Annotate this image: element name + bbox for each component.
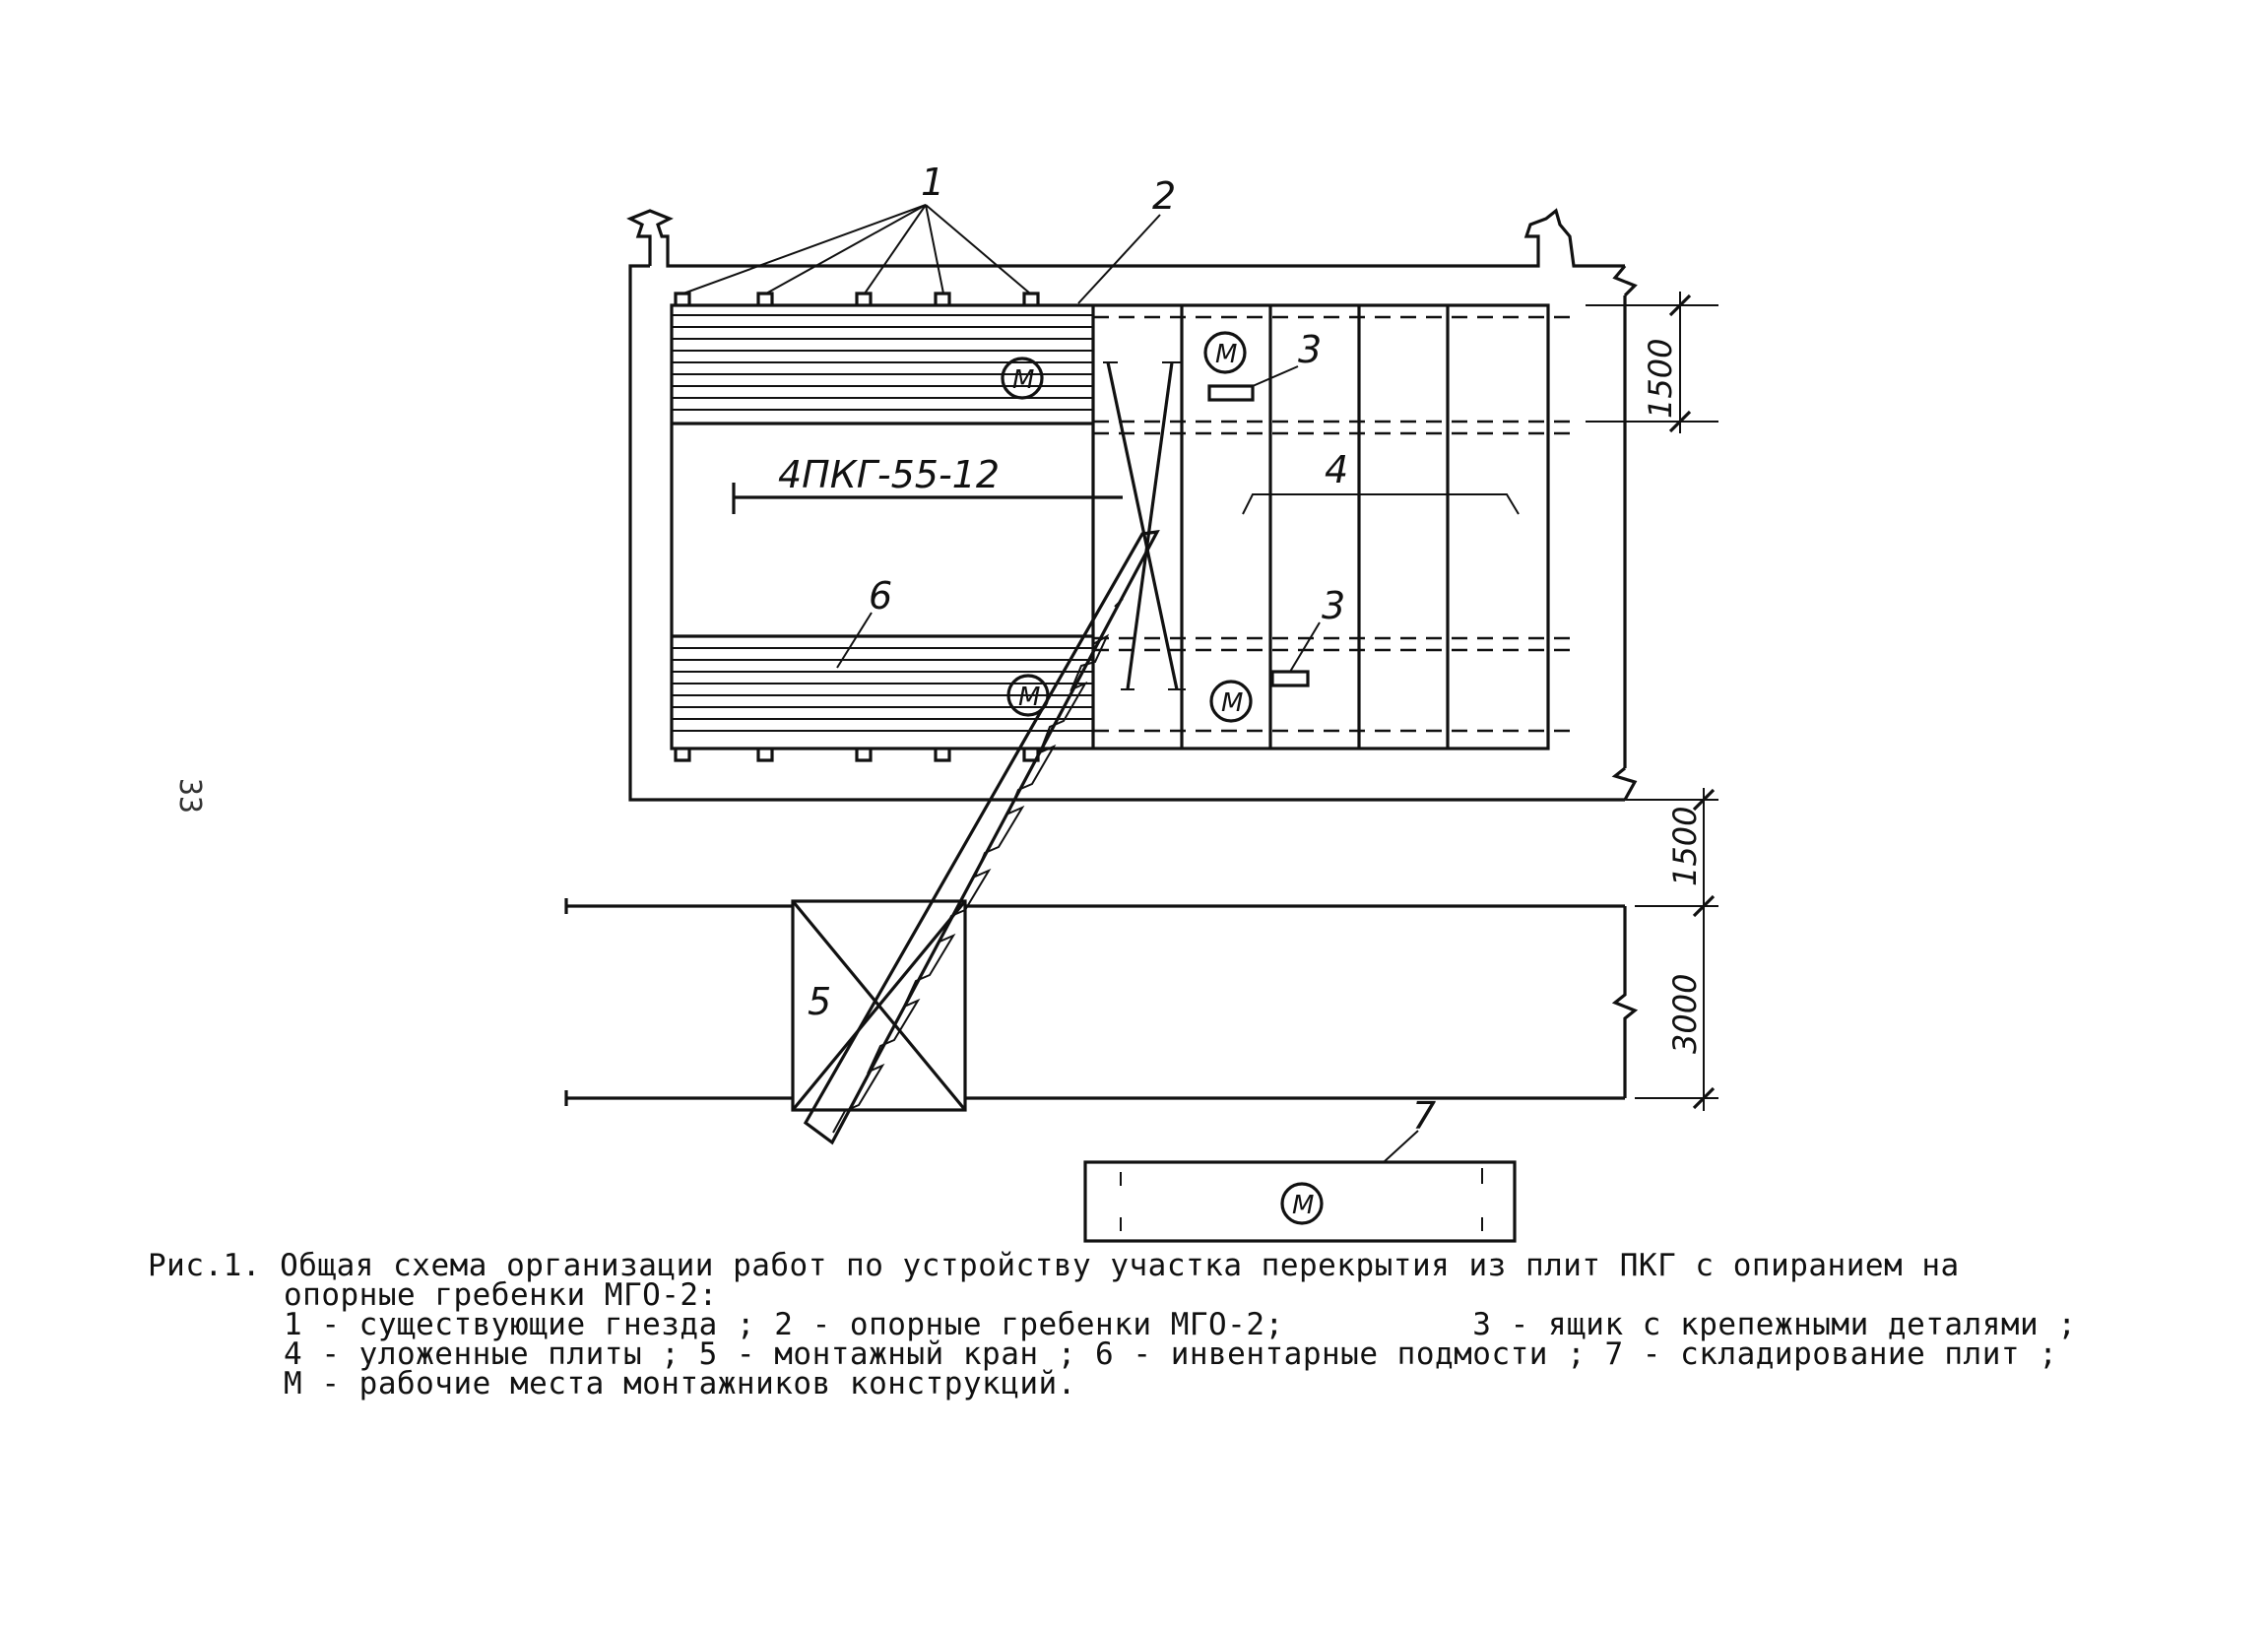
svg-text:М: М: [1292, 1191, 1315, 1220]
label-3b: 3: [1322, 584, 1346, 627]
fastener-box-bottom: [1272, 672, 1308, 685]
caption-legend-1: 1 - существующие гнезда ; 2 - опорные гребенки МГО-2; 3 - ящик с крепежными деталями ;: [284, 1307, 2077, 1342]
bay-cross-brace: [1103, 362, 1186, 689]
label-4: 4: [1325, 448, 1349, 491]
crane-boom: [806, 532, 1157, 1142]
dimension-3000: 3000: [1666, 973, 1704, 1054]
svg-text:М: М: [1221, 688, 1244, 718]
label-5: 5: [808, 980, 832, 1023]
wall-sockets: [676, 293, 1041, 760]
installed-slabs: [1093, 305, 1576, 749]
worker-place-1: [1003, 358, 1042, 398]
caption-title-cont: опорные гребенки МГО-2:: [284, 1277, 718, 1313]
page-number: 33: [172, 778, 207, 814]
worker-place-4: [1211, 682, 1251, 721]
figure-caption: [148, 1248, 2216, 1401]
label-6: 6: [869, 574, 893, 618]
label-3b-leader: [1290, 622, 1320, 672]
label-7: 7: [1412, 1094, 1437, 1138]
label-1-leaders: [683, 205, 1030, 293]
slab-mark: 4ПКГ-55-12: [778, 453, 1001, 496]
worker-place-2: [1205, 333, 1245, 372]
label-3a: 3: [1298, 328, 1323, 371]
label-2: 2: [1152, 174, 1177, 218]
dimension-1500-top: 1500: [1642, 338, 1679, 419]
caption-legend-2: 4 - уложенные плиты ; 5 - монтажный кран ; 6 - инвентарные подмости ; 7 - складирование плит ;: [284, 1336, 2058, 1372]
svg-text:М: М: [1012, 365, 1035, 395]
caption-legend-3: М - рабочие места монтажников конструкций.: [284, 1366, 1076, 1401]
label-1: 1: [921, 161, 945, 204]
label-3a-leader: [1253, 366, 1298, 386]
dimension-1500-bottom: 1500: [1666, 806, 1704, 886]
svg-text:М: М: [1215, 340, 1238, 369]
building-wall: [630, 211, 1635, 800]
worker-place-5: [1282, 1184, 1322, 1223]
svg-text:М: М: [1018, 683, 1041, 712]
fastener-box-top: [1209, 386, 1253, 400]
label-2-leader: [1078, 215, 1160, 303]
crane-rails: [566, 898, 1635, 1106]
caption-title: Рис.1. Общая схема организации работ по устройству участка перекрытия из плит ПКГ с опиранием на: [148, 1248, 1960, 1283]
